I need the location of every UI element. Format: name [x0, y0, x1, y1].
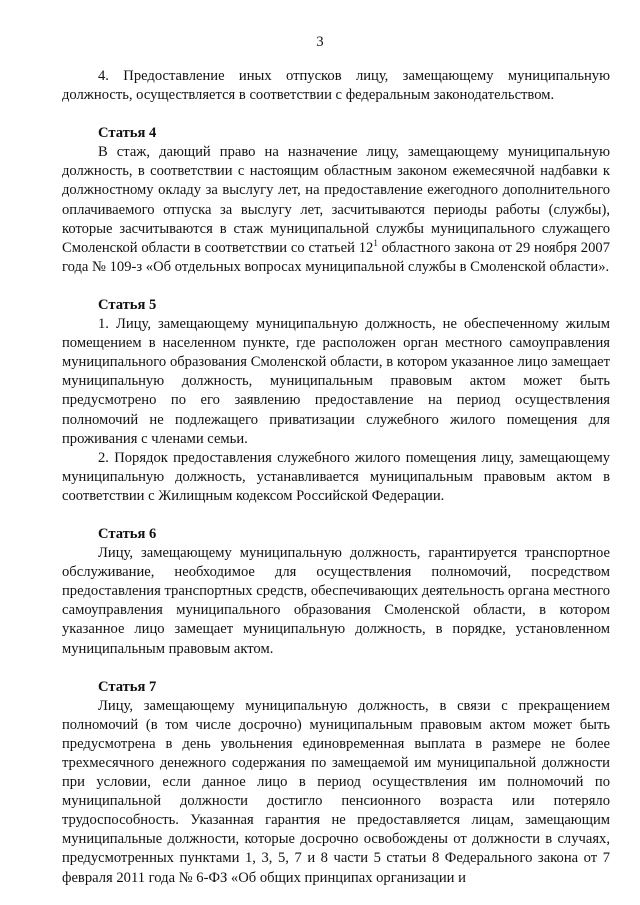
page-number: 3: [316, 34, 324, 50]
paragraph-intro: 4. Предоставление иных отпусков лицу, замещающему муниципальную должность, осуществляется в соответствии с федеральным законодательством.: [62, 68, 610, 104]
document-body: [62, 67, 610, 888]
article-4-text-tail: областного закона от 29 ноября 2007 года № 109-з «Об отдельных вопросах муниципальной службы в Смоленской области».: [62, 239, 610, 275]
article-7-heading: Статья 7: [98, 678, 157, 695]
article-6-heading: Статья 6: [98, 525, 157, 542]
article-4-text-main: В стаж, дающий право на назначение лицу, замещающему муниципальную должность, в соответствии с настоящим областным законом ежемесячной надбавки к должностному окладу за выслугу лет, на предоставление ежегодного дополнительного оплачиваемого отпуска за выслугу лет, засчитываются периоды работы (службы), которые засчитываются в стаж муниципальной службы муниципального служащего Смоленской области в соответствии со статьей 12: [62, 144, 610, 256]
article-6-text: Лицу, замещающему муниципальную должность, гарантируется транспортное обслуживание, необходимое для осуществления полномочий, посредством предоставления транспортных средств, обеспечивающих деятельность органа местного самоуправления муниципального образования Смоленской области, в котором указанное лицо замещает муниципальную должность, в порядке, установленном муниципальным правовым актом.: [62, 545, 610, 657]
article-7-text: Лицу, замещающему муниципальную должность, в связи с прекращением полномочий (в том числе досрочно) муниципальным правовым актом может быть предусмотрена в день увольнения единовременная выплата в размере не более трехмесячного денежного содержания по замещаемой им муниципальной должности при условии, если данное лицо в период осуществления им полномочий по муниципальной должности достигло пенсионного возраста или потеряло трудоспособность. Указанная гарантия не предоставляется лицам, замещающим муниципальные должности, которые досрочно освобождены от должности в случаях, предусмотренных пунктами 1, 3, 5, 7 и 8 части 5 статьи 8 Федерального закона от 7 февраля 2011 года № 6-ФЗ «Об общих принципах организации и: [62, 697, 610, 886]
article-5-paragraph-1: 1. Лицу, замещающему муниципальную должность, не обеспеченному жилым помещением в населенном пункте, где расположен орган местного самоуправления муниципального образования Смоленской области, в котором указанное лицо замещает муниципальную должность, муниципальным правовым актом может быть предусмотрено по его заявлению предоставление на период осуществления полномочий не подлежащего приватизации служебного жилого помещения для проживания с членами семьи.: [62, 316, 610, 447]
article-5-heading: Статья 5: [98, 296, 157, 313]
article-4-heading: Статья 4: [98, 125, 157, 142]
article-5-paragraph-2: 2. Порядок предоставления служебного жилого помещения лицу, замещающему муниципальную должность, устанавливается муниципальным правовым актом в соответствии с Жилищным кодексом Российской Федерации.: [62, 449, 610, 504]
article-4-superscript: 1: [373, 237, 378, 248]
article-4-text: [62, 143, 610, 277]
